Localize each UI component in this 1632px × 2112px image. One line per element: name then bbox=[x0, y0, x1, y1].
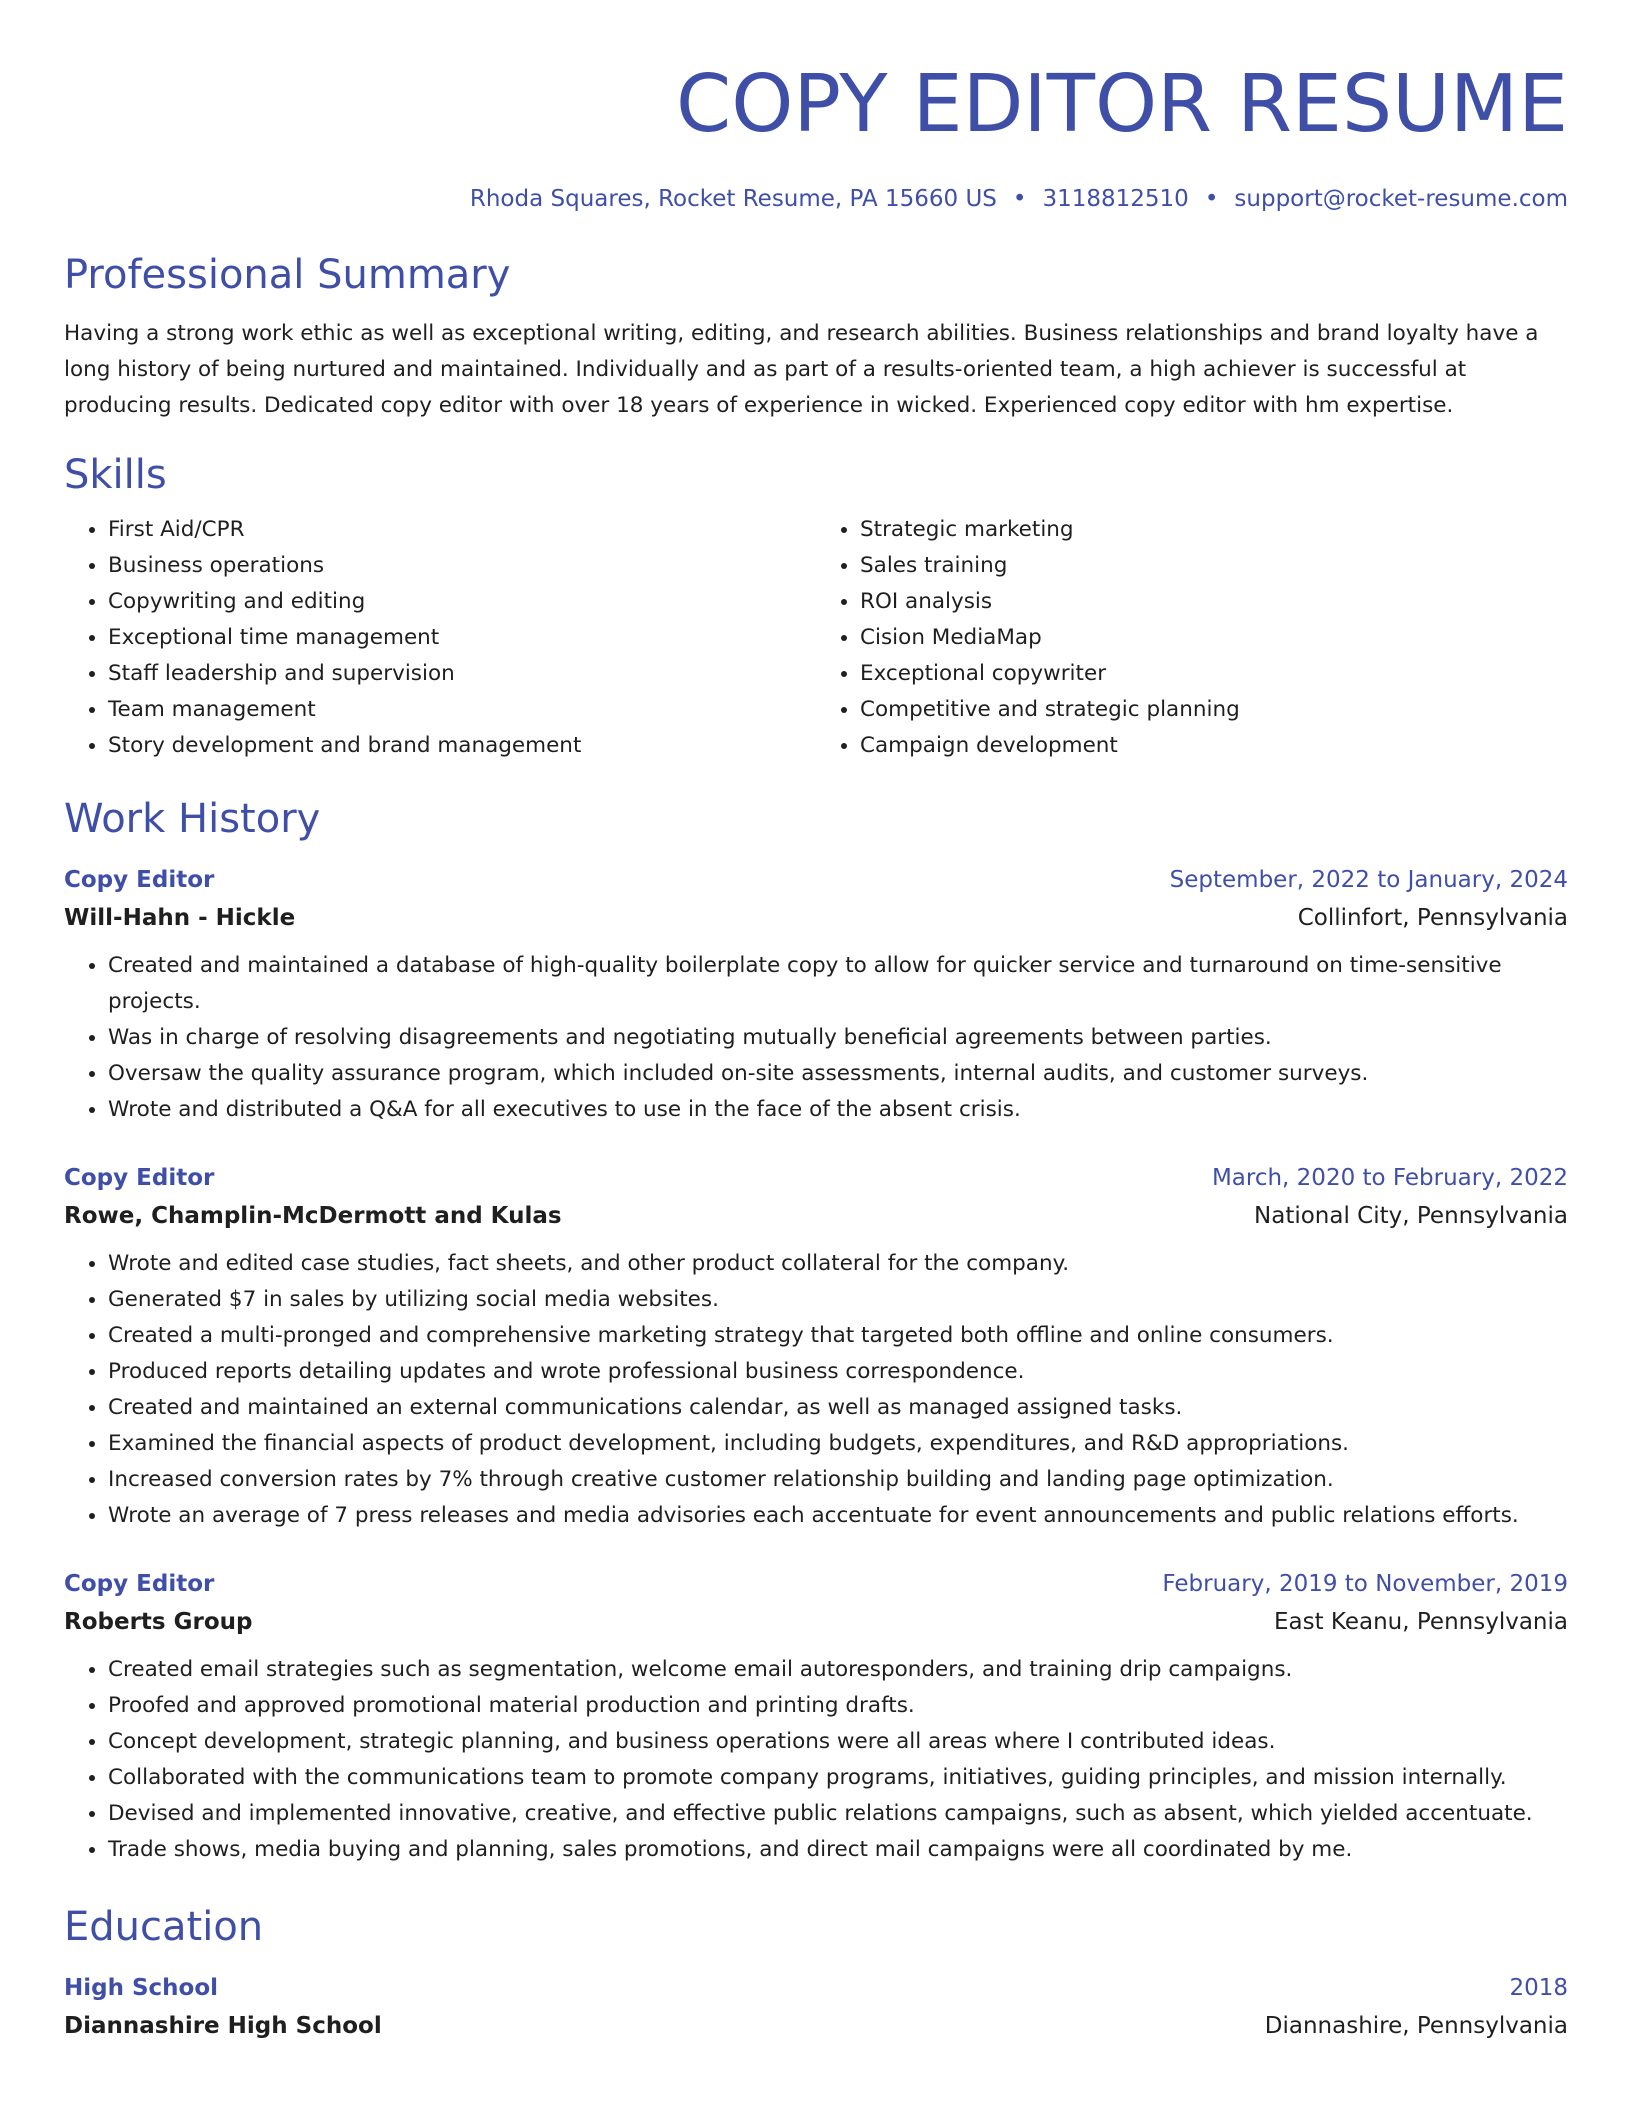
job-company-row bbox=[64, 902, 1568, 934]
contact-email: support@rocket-resume.com bbox=[1234, 186, 1568, 212]
resume-title: COPY EDITOR RESUME bbox=[676, 58, 1568, 150]
job-bullets bbox=[64, 1652, 1568, 1868]
education-school-row bbox=[64, 2010, 1568, 2042]
job-company: Roberts Group bbox=[64, 1609, 253, 1635]
job-bullet: • Created a multi-pronged and comprehensive marketing strategy that targeted both offline and online consumers. bbox=[108, 1318, 1568, 1354]
skill-item: • Exceptional time management bbox=[108, 620, 816, 656]
job-bullet: • Created and maintained a database of high-quality boilerplate copy to allow for quicker service and turnaround on time-sensitive projects. bbox=[108, 948, 1568, 1020]
job-entry bbox=[64, 1568, 1568, 1868]
skill-item: • Competitive and strategic planning bbox=[860, 692, 1568, 728]
job-bullet: • Increased conversion rates by 7% through creative customer relationship building and landing page optimization. bbox=[108, 1462, 1568, 1498]
work-history-heading: Work History bbox=[64, 796, 321, 842]
summary-text: Having a strong work ethic as well as exceptional writing, editing, and research abilities. Business relationships and brand loyalty have a long history of being nurtured and maintained. Individually and as part of a results-oriented team, a high achiever is successful at producing results. Dedicated copy editor with over 18 years of experience in wicked. Experienced copy editor with hm expertise. bbox=[64, 321, 1539, 418]
job-bullet: • Concept development, strategic planning, and business operations were all areas where I contributed ideas. bbox=[108, 1724, 1568, 1760]
job-bullet: • Oversaw the quality assurance program, which included on-site assessments, internal audits, and customer surveys. bbox=[108, 1056, 1568, 1092]
education-degree: High School bbox=[64, 1975, 219, 2001]
education-location: Diannashire, Pennsylvania bbox=[1264, 2013, 1568, 2039]
skill-item: • Campaign development bbox=[860, 728, 1568, 764]
contact-separator: • bbox=[1204, 186, 1219, 212]
education-year: 2018 bbox=[1509, 1975, 1568, 2001]
skills-heading: Skills bbox=[64, 452, 167, 498]
skill-item: • Sales training bbox=[860, 548, 1568, 584]
skill-item: • Team management bbox=[108, 692, 816, 728]
skills-right-list bbox=[816, 512, 1568, 764]
job-bullet: • Created email strategies such as segmentation, welcome email autoresponders, and training drip campaigns. bbox=[108, 1652, 1568, 1688]
job-bullet: • Generated $7 in sales by utilizing social media websites. bbox=[108, 1282, 1568, 1318]
education-school: Diannashire High School bbox=[64, 2013, 382, 2039]
job-dates: February, 2019 to November, 2019 bbox=[1162, 1571, 1568, 1597]
job-bullet: • Wrote and edited case studies, fact sheets, and other product collateral for the company. bbox=[108, 1246, 1568, 1282]
job-bullet: • Examined the financial aspects of product development, including budgets, expenditures, and R&D appropriations. bbox=[108, 1426, 1568, 1462]
job-location: East Keanu, Pennsylvania bbox=[1273, 1609, 1568, 1635]
job-bullet: • Was in charge of resolving disagreements and negotiating mutually beneficial agreements between parties. bbox=[108, 1020, 1568, 1056]
job-bullet: • Devised and implemented innovative, creative, and effective public relations campaigns, such as absent, which yielded accentuate. bbox=[108, 1796, 1568, 1832]
job-title-row bbox=[64, 1162, 1568, 1194]
job-company: Rowe, Champlin-McDermott and Kulas bbox=[64, 1203, 562, 1229]
job-title: Copy Editor bbox=[64, 867, 215, 893]
education-entry bbox=[64, 1972, 1568, 2042]
job-bullet: • Wrote an average of 7 press releases and media advisories each accentuate for event announcements and public relations efforts. bbox=[108, 1498, 1568, 1534]
job-entry bbox=[64, 864, 1568, 1128]
job-title-row bbox=[64, 864, 1568, 896]
skill-item: • Cision MediaMap bbox=[860, 620, 1568, 656]
job-bullet: • Created and maintained an external communications calendar, as well as managed assigned tasks. bbox=[108, 1390, 1568, 1426]
summary-heading: Professional Summary bbox=[64, 252, 511, 298]
education-heading: Education bbox=[64, 1904, 264, 1950]
job-bullet: • Produced reports detailing updates and wrote professional business correspondence. bbox=[108, 1354, 1568, 1390]
skill-item: • Story development and brand management bbox=[108, 728, 816, 764]
job-bullets bbox=[64, 1246, 1568, 1534]
job-title-row bbox=[64, 1568, 1568, 1600]
skills-left-list bbox=[64, 512, 816, 764]
skill-item: • Copywriting and editing bbox=[108, 584, 816, 620]
resume-header bbox=[64, 56, 1568, 214]
skill-item: • Exceptional copywriter bbox=[860, 656, 1568, 692]
skill-item: • ROI analysis bbox=[860, 584, 1568, 620]
job-title: Copy Editor bbox=[64, 1165, 215, 1191]
job-dates: March, 2020 to February, 2022 bbox=[1211, 1165, 1568, 1191]
job-bullets bbox=[64, 948, 1568, 1128]
skill-item: • Strategic marketing bbox=[860, 512, 1568, 548]
contact-address: Rhoda Squares, Rocket Resume, PA 15660 US bbox=[469, 186, 997, 212]
job-bullet: • Trade shows, media buying and planning, sales promotions, and direct mail campaigns were all coordinated by me. bbox=[108, 1832, 1568, 1868]
education-degree-row bbox=[64, 1972, 1568, 2004]
skill-item: • Staff leadership and supervision bbox=[108, 656, 816, 692]
contact-line bbox=[64, 184, 1568, 214]
job-location: Collinfort, Pennsylvania bbox=[1297, 905, 1568, 931]
job-location: National City, Pennsylvania bbox=[1254, 1203, 1568, 1229]
job-dates: September, 2022 to January, 2024 bbox=[1169, 867, 1568, 893]
job-entry bbox=[64, 1162, 1568, 1534]
job-company-row bbox=[64, 1606, 1568, 1638]
job-company-row bbox=[64, 1200, 1568, 1232]
contact-separator: • bbox=[1012, 186, 1027, 212]
skill-item: • First Aid/CPR bbox=[108, 512, 816, 548]
job-bullet: • Proofed and approved promotional material production and printing drafts. bbox=[108, 1688, 1568, 1724]
skill-item: • Business operations bbox=[108, 548, 816, 584]
contact-phone: 3118812510 bbox=[1042, 186, 1189, 212]
job-bullet: • Collaborated with the communications team to promote company programs, initiatives, guiding principles, and mission internally. bbox=[108, 1760, 1568, 1796]
job-company: Will-Hahn - Hickle bbox=[64, 905, 296, 931]
skills-columns bbox=[64, 512, 1568, 764]
job-title: Copy Editor bbox=[64, 1571, 215, 1597]
job-bullet: • Wrote and distributed a Q&A for all executives to use in the face of the absent crisis. bbox=[108, 1092, 1568, 1128]
